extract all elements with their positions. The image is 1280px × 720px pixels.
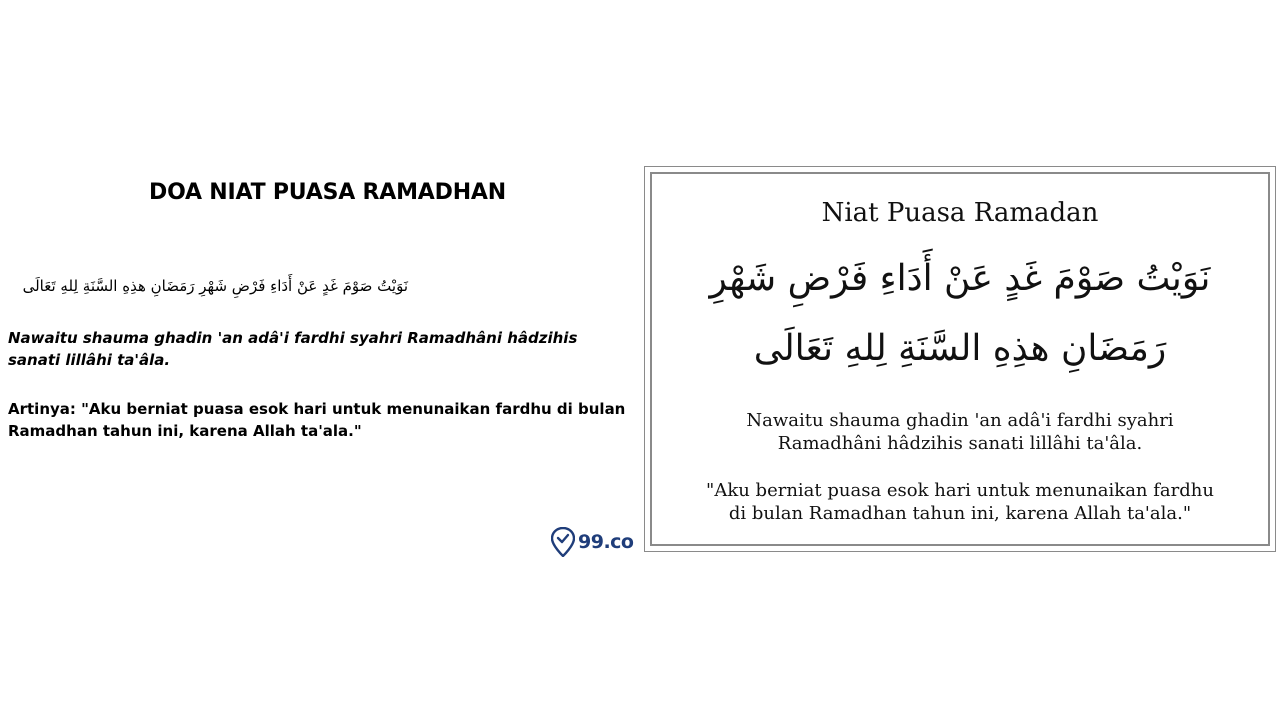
card-arabic-line: نَوَيْتُ صَوْمَ غَدٍ عَنْ أَدَاءِ فَرْضِ شَهْرِ xyxy=(709,258,1211,299)
card-translation-line: "Aku berniat puasa esok hari untuk menunaikan fardhu xyxy=(706,480,1214,501)
arabic-text: نَوَيْتُ صَوْمَ غَدٍ عَنْ أَدَاءِ فَرْضِ شَهْرِ رَمَضَانِ هذِهِ السَّنَةِ لِلهِ تَعَالَى xyxy=(22,277,408,295)
map-pin-icon xyxy=(551,527,575,557)
latin-transliteration: Nawaitu shauma ghadin 'an adâ'i fardhi syahri Ramadhâni hâdzihis sanati lillâhi ta'âla. xyxy=(8,329,578,369)
document-title: DOA NIAT PUASA RAMADHAN xyxy=(149,180,506,205)
niat-card-frame xyxy=(644,166,1276,552)
brand-logo-text: 99.co xyxy=(578,531,634,553)
card-latin-line: Nawaitu shauma ghadin 'an adâ'i fardhi syahri xyxy=(746,410,1174,431)
card-title: Niat Puasa Ramadan xyxy=(821,198,1099,228)
brand-logo xyxy=(551,527,633,557)
card-translation-line: di bulan Ramadhan tahun ini, karena Allah ta'ala." xyxy=(728,503,1192,524)
card-latin-line: Ramadhâni hâdzihis sanati lillâhi ta'âla. xyxy=(777,433,1143,454)
card-arabic-line: رَمَضَانِ هذِهِ السَّنَةِ لِلهِ تَعَالَى xyxy=(753,328,1167,369)
left-document-panel xyxy=(0,160,640,560)
niat-card-inner-frame xyxy=(650,172,1270,546)
translation-text: Artinya: "Aku berniat puasa esok hari untuk menunaikan fardhu di bulan Ramadhan tahun ini, karena Allah ta'ala." xyxy=(8,400,626,440)
